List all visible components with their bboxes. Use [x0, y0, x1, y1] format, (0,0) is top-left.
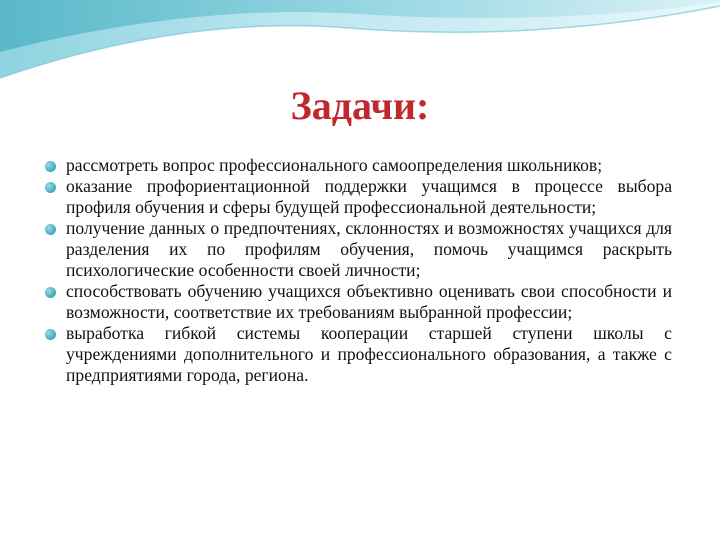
list-item-text: выработка гибкой системы кооперации старшей ступени школы с учреждениями дополнительного и профессионального образования, а также с предприятиями города, региона. [66, 323, 672, 385]
task-list [44, 155, 672, 386]
list-item-text: получение данных о предпочтениях, склонностях и возможностях учащихся для разделения их по профилям обучения, помочь учащимся раскрыть психологические особенности своей личности; [66, 218, 672, 280]
circle-bullet-icon [45, 224, 56, 235]
list-item [44, 323, 672, 386]
list-item-text: рассмотреть вопрос профессионального самоопределения школьников; [66, 155, 603, 175]
list-item [44, 176, 672, 218]
list-item [44, 218, 672, 281]
slide-title: Задачи: [290, 83, 430, 128]
list-item-text: оказание профориентационной поддержки учащимся в процессе выбора профиля обучения и сферы будущей профессиональной деятельности; [66, 176, 672, 217]
list-item [44, 155, 672, 176]
list-item-text: способствовать обучению учащихся объективно оценивать свои способности и возможности, соответствие их требованиям выбранной профессии; [66, 281, 672, 322]
circle-bullet-icon [45, 161, 56, 172]
circle-bullet-icon [45, 182, 56, 193]
circle-bullet-icon [45, 329, 56, 340]
circle-bullet-icon [45, 287, 56, 298]
list-item [44, 281, 672, 323]
